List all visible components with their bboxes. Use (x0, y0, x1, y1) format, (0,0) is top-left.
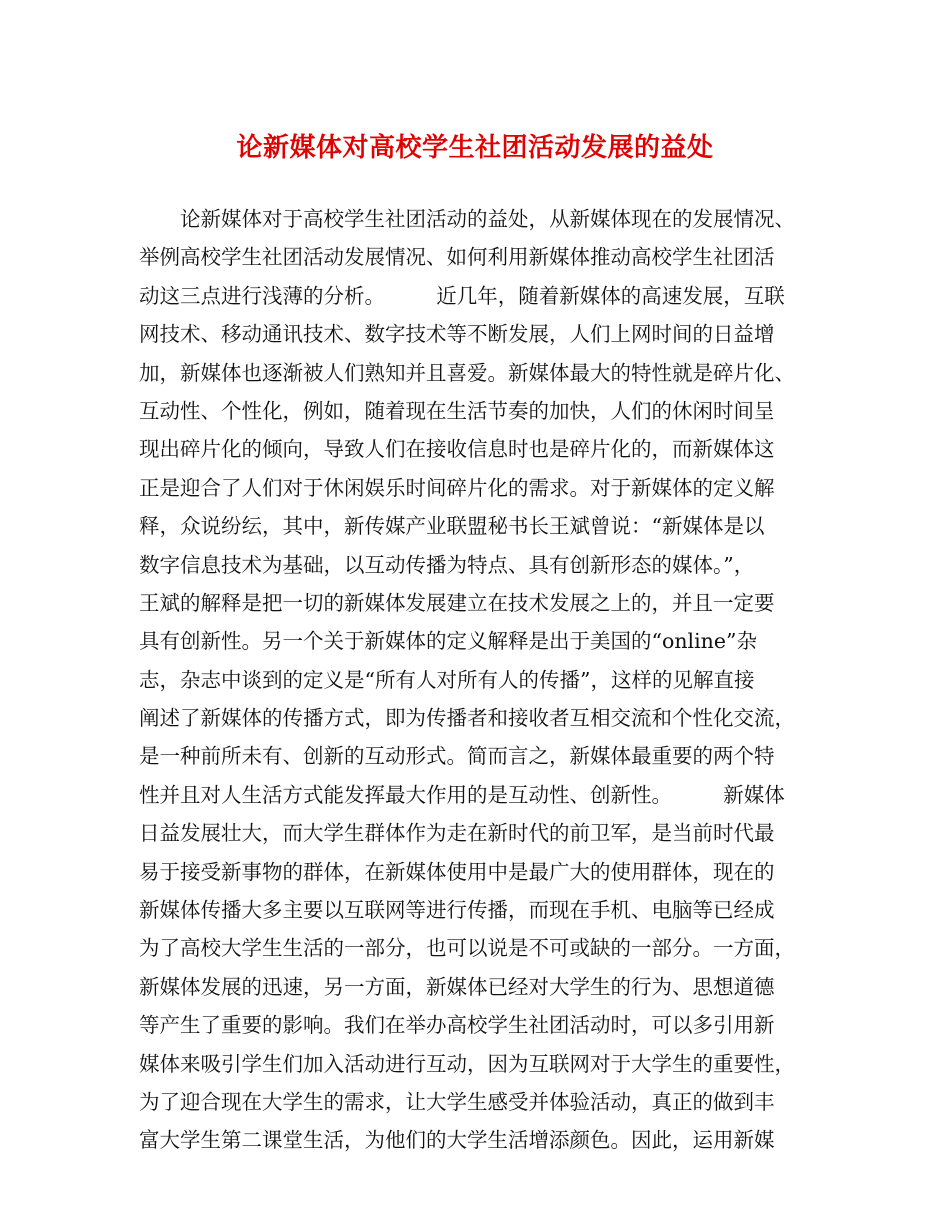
text-line: 媒体来吸引学生们加入活动进行互动，因为互联网对于大学生的重要性， (139, 1051, 795, 1076)
text-line: 现出碎片化的倾向，导致人们在接收信息时也是碎片化的，而新媒体这 (139, 437, 775, 462)
text-line: 为了迎合现在大学生的需求，让大学生感受并体验活动，真正的做到丰 (139, 1089, 775, 1114)
text-line: 阐述了新媒体的传播方式，即为传播者和接收者互相交流和个性化交流， (139, 706, 795, 731)
text-line: 是一种前所未有、创新的互动形式。简而言之，新媒体最重要的两个特 (139, 744, 775, 769)
text-line: 性并且对人生活方式能发挥最大作用的是互动性、创新性。 新媒体 (139, 782, 785, 807)
text-line: 为了高校大学生生活的一部分，也可以说是不可或缺的一部分。一方面， (139, 936, 795, 961)
text-line: 释，众说纷纭，其中，新传媒产业联盟秘书长王斌曾说：“新媒体是以 (139, 514, 765, 539)
text-line: 新媒体传播大多主要以互联网等进行传播，而现在手机、电脑等已经成 (139, 898, 775, 923)
text-line: 加，新媒体也逐渐被人们熟知并且喜爱。新媒体最大的特性就是碎片化、 (139, 360, 795, 385)
text-line: 新媒体发展的迅速，另一方面，新媒体已经对大学生的行为、思想道德 (139, 974, 775, 999)
text-line: 日益发展壮大，而大学生群体作为走在新时代的前卫军，是当前时代最 (139, 821, 775, 846)
text-line: 志，杂志中谈到的定义是“所有人对所有人的传播”，这样的见解直接 (139, 667, 755, 692)
page-title: 论新媒体对高校学生社团活动发展的益处 (236, 133, 714, 163)
text-line: 网技术、移动通讯技术、数字技术等不断发展，人们上网时间的日益增 (139, 322, 775, 347)
article-body (139, 200, 819, 1160)
text-line: 举例高校学生社团活动发展情况、如何利用新媒体推动高校学生社团活 (139, 245, 775, 270)
text-line: 具有创新性。另一个关于新媒体的定义解释是出于美国的“online”杂 (139, 629, 757, 654)
text-line: 王斌的解释是把一切的新媒体发展建立在技术发展之上的，并且一定要 (139, 590, 775, 615)
text-line: 等产生了重要的影响。我们在举办高校学生社团活动时，可以多引用新 (139, 1013, 775, 1038)
text-line: 易于接受新事物的群体，在新媒体使用中是最广大的使用群体，现在的 (139, 859, 775, 884)
text-line: 动这三点进行浅薄的分析。 近几年，随着新媒体的高速发展，互联 (139, 283, 785, 308)
text-line: 互动性、个性化，例如，随着现在生活节奏的加快，人们的休闲时间呈 (139, 398, 775, 423)
text-line: 论新媒体对于高校学生社团活动的益处，从新媒体现在的发展情况、 (139, 207, 795, 231)
text-line: 富大学生第二课堂生活，为他们的大学生活增添颜色。因此，运用新媒 (139, 1128, 775, 1153)
text-line: 正是迎合了人们对于休闲娱乐时间碎片化的需求。对于新媒体的定义解 (139, 475, 775, 500)
text-line: 数字信息技术为基础，以互动传播为特点、具有创新形态的媒体。”， (139, 552, 755, 577)
